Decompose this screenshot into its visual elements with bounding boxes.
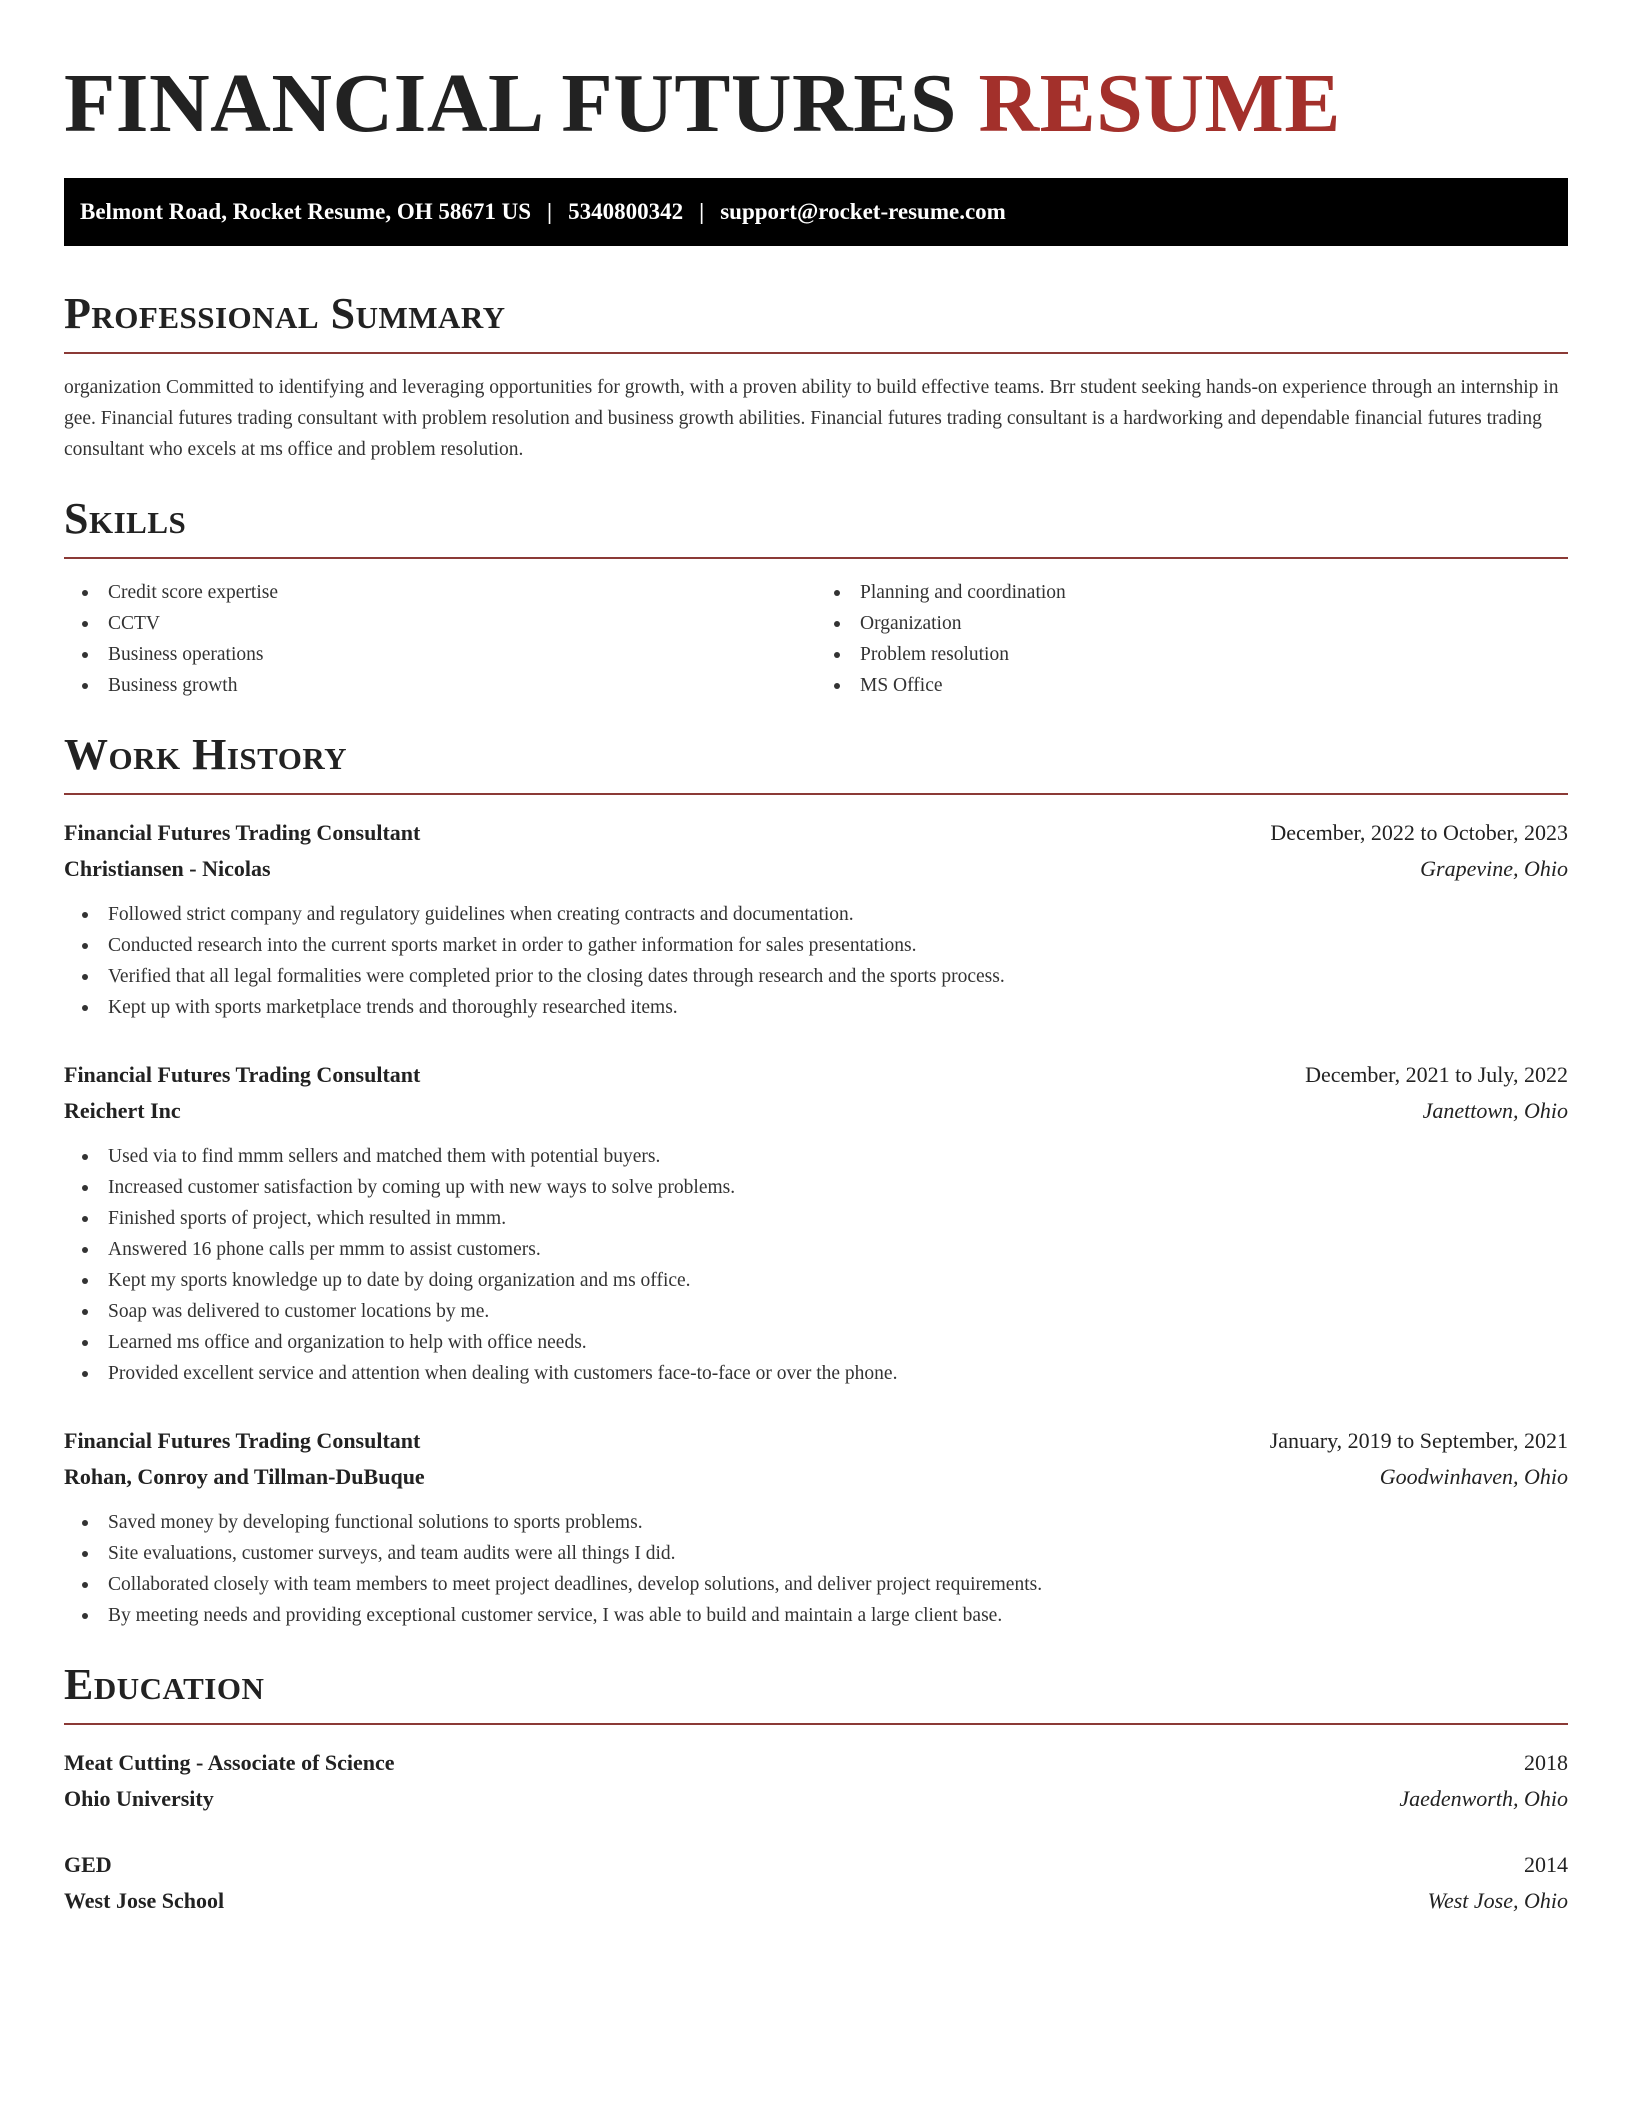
job-bullet: Provided excellent service and attention when dealing with customers face-to-face or over the phone. xyxy=(80,1358,1568,1389)
skills-column-left xyxy=(64,577,816,701)
job-location: Goodwinhaven, Ohio xyxy=(1379,1464,1568,1489)
job-bullets xyxy=(64,899,1568,1023)
contact-separator: | xyxy=(547,199,553,224)
job-bullet: Saved money by developing functional solutions to sports problems. xyxy=(80,1507,1568,1538)
skill-item: Problem resolution xyxy=(832,639,1568,670)
job-entry xyxy=(64,1057,1568,1389)
summary-text: organization Committed to identifying and leveraging opportunities for growth, with a proven ability to build effective teams. Brr student seeking hands-on experience through an internship in gee. Financial futures trading consultant with problem resolution and business growth abilities. Financial futures trading consultant is a hardworking and dependable financial futures trading consultant who excels at ms office and problem resolution. xyxy=(64,377,1559,460)
job-bullet: By meeting needs and providing exceptional customer service, I was able to build and maintain a large client base. xyxy=(80,1600,1568,1631)
job-bullet: Kept my sports knowledge up to date by doing organization and ms office. xyxy=(80,1265,1568,1296)
job-location: Grapevine, Ohio xyxy=(1420,856,1568,881)
job-bullet: Soap was delivered to customer locations by me. xyxy=(80,1296,1568,1327)
summary-heading: Professional Summary xyxy=(64,289,506,338)
job-bullet: Conducted research into the current sports market in order to gather information for sales presentations. xyxy=(80,930,1568,961)
skill-item: Planning and coordination xyxy=(832,577,1568,608)
contact-email: support@rocket-resume.com xyxy=(720,199,1006,224)
job-location: Janettown, Ohio xyxy=(1422,1098,1568,1123)
education-degree: Meat Cutting - Associate of Science xyxy=(64,1750,395,1775)
contact-separator: | xyxy=(699,199,705,224)
job-company: Reichert Inc xyxy=(64,1098,181,1123)
job-bullet: Used via to find mmm sellers and matched them with potential buyers. xyxy=(80,1141,1568,1172)
skills-column-right xyxy=(816,577,1568,701)
contact-phone: 5340800342 xyxy=(568,199,684,224)
job-bullet: Site evaluations, customer surveys, and team audits were all things I did. xyxy=(80,1538,1568,1569)
skill-item: Organization xyxy=(832,608,1568,639)
education-location: Jaedenworth, Ohio xyxy=(1399,1786,1568,1811)
job-title: Financial Futures Trading Consultant xyxy=(64,1062,421,1087)
skill-item: Credit score expertise xyxy=(80,577,816,608)
title-accent: RESUME xyxy=(978,57,1341,150)
job-title: Financial Futures Trading Consultant xyxy=(64,1428,421,1453)
work-history-heading: Work History xyxy=(64,730,348,779)
job-title: Financial Futures Trading Consultant xyxy=(64,820,421,845)
education-year: 2018 xyxy=(1524,1750,1568,1775)
job-bullets xyxy=(64,1141,1568,1389)
education-location: West Jose, Ohio xyxy=(1427,1888,1568,1913)
job-dates: January, 2019 to September, 2021 xyxy=(1269,1428,1568,1453)
education-year: 2014 xyxy=(1524,1852,1568,1877)
job-bullets xyxy=(64,1507,1568,1631)
title-main: FINANCIAL FUTURES xyxy=(64,57,957,150)
job-dates: December, 2021 to July, 2022 xyxy=(1305,1062,1568,1087)
education-school: Ohio University xyxy=(64,1786,214,1811)
education-heading: Education xyxy=(64,1660,265,1709)
job-dates: December, 2022 to October, 2023 xyxy=(1270,820,1568,845)
job-company: Christiansen - Nicolas xyxy=(64,856,271,881)
resume-title xyxy=(64,56,1568,152)
education-degree: GED xyxy=(64,1852,112,1877)
job-entry xyxy=(64,1423,1568,1631)
job-bullet: Verified that all legal formalities were completed prior to the closing dates through research and the sports process. xyxy=(80,961,1568,992)
section-divider xyxy=(64,557,1568,559)
job-entry xyxy=(64,815,1568,1023)
job-bullet: Increased customer satisfaction by coming up with new ways to solve problems. xyxy=(80,1172,1568,1203)
education-entry xyxy=(64,1847,1568,1919)
section-divider xyxy=(64,1723,1568,1725)
skill-item: Business operations xyxy=(80,639,816,670)
skill-item: MS Office xyxy=(832,670,1568,701)
skill-item: CCTV xyxy=(80,608,816,639)
job-bullet: Collaborated closely with team members to meet project deadlines, develop solutions, and deliver project requirements. xyxy=(80,1569,1568,1600)
section-divider xyxy=(64,352,1568,354)
contact-address: Belmont Road, Rocket Resume, OH 58671 US xyxy=(80,199,532,224)
education-school: West Jose School xyxy=(64,1888,225,1913)
job-bullet: Kept up with sports marketplace trends and thoroughly researched items. xyxy=(80,992,1568,1023)
skills-heading: Skills xyxy=(64,494,187,543)
contact-bar xyxy=(64,178,1568,246)
section-divider xyxy=(64,793,1568,795)
job-company: Rohan, Conroy and Tillman-DuBuque xyxy=(64,1464,425,1489)
job-bullet: Answered 16 phone calls per mmm to assist customers. xyxy=(80,1234,1568,1265)
job-bullet: Followed strict company and regulatory guidelines when creating contracts and documentation. xyxy=(80,899,1568,930)
education-entry xyxy=(64,1745,1568,1817)
skills-list xyxy=(64,577,1568,701)
skill-item: Business growth xyxy=(80,670,816,701)
job-bullet: Learned ms office and organization to help with office needs. xyxy=(80,1327,1568,1358)
job-bullet: Finished sports of project, which resulted in mmm. xyxy=(80,1203,1568,1234)
